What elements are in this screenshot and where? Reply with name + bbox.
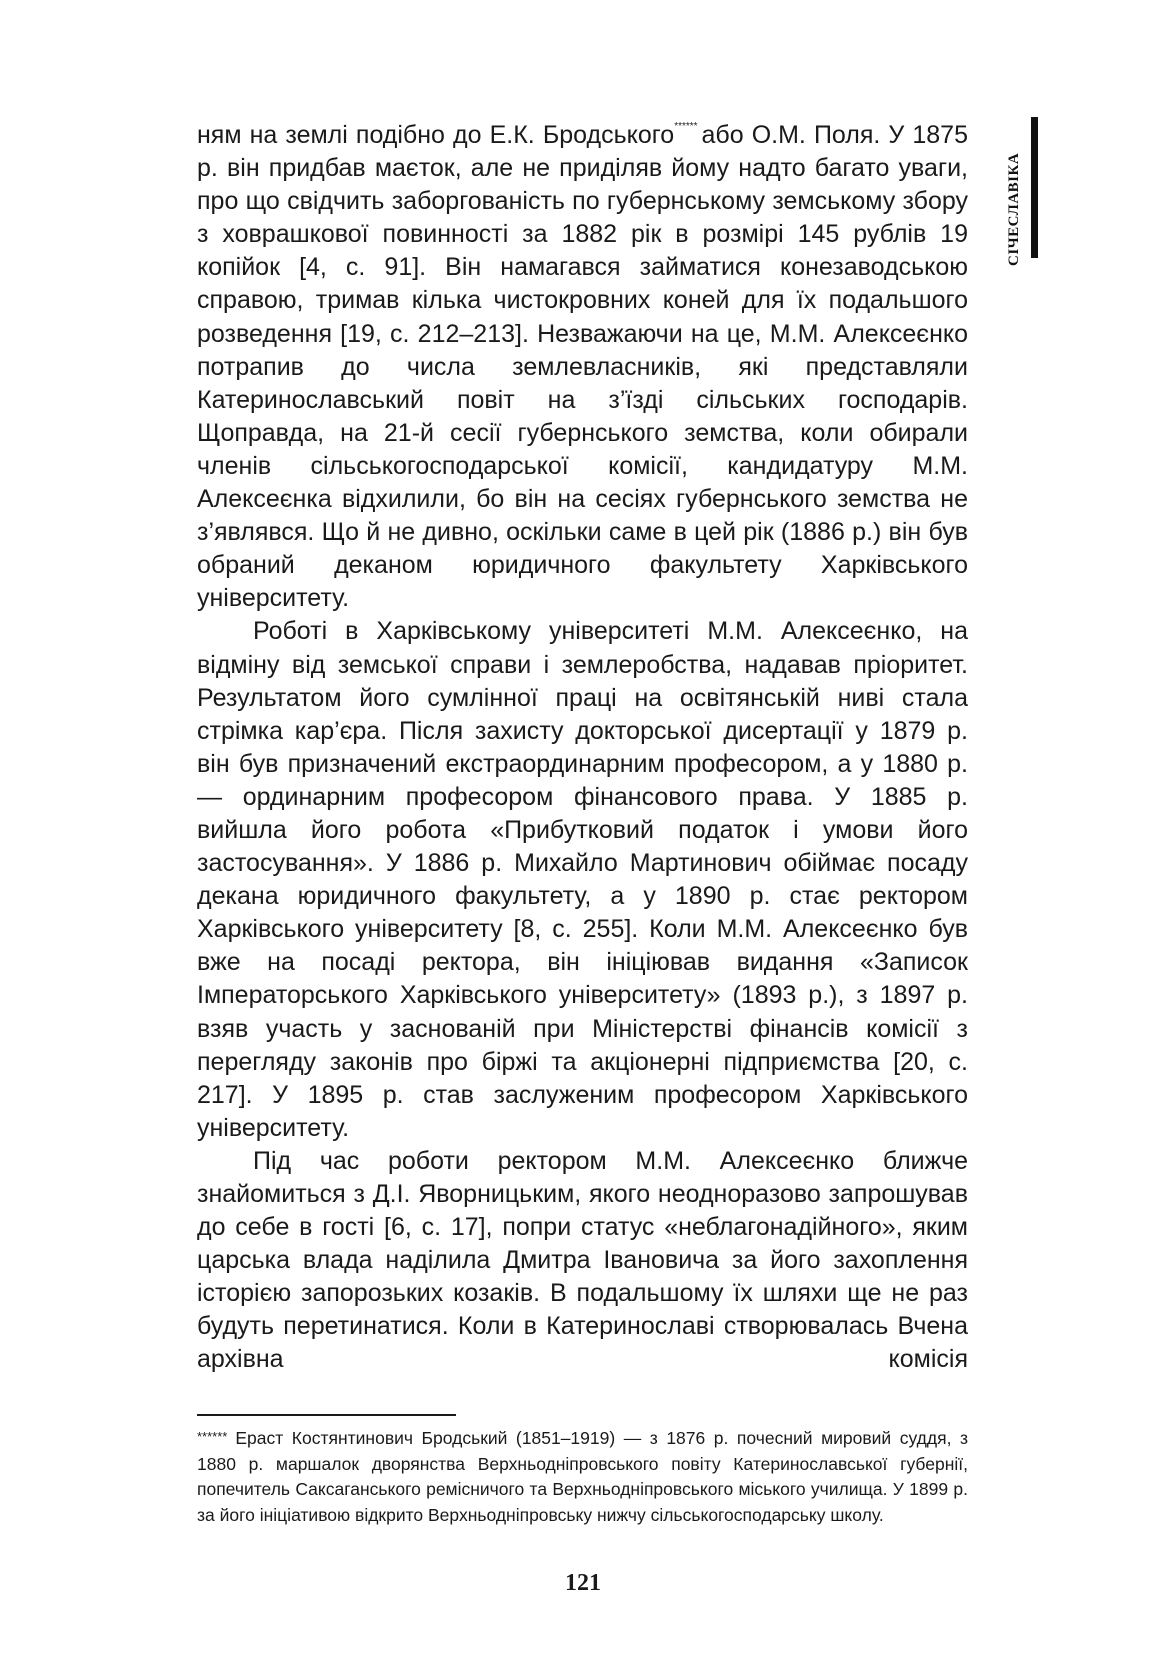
footnote [197,1424,968,1528]
footnote-text: Ераст Костянтинович Бродський (1851–1919) — з 1876 р. почесний мировий суддя, з 1880 р. маршалок дворянства Верхньодніпровського повіту Катеринославської губернії, попечитель Саксаганського ремісничого та Верхньодніпровського міського училища. У 1899 р. за його ініціативою відкрито Верхньодніпровську нижчу сільськогосподарську школу. [197,1428,968,1525]
page-number: 121 [565,1570,601,1596]
paragraph-2: Роботі в Харківському університеті М.М. Алексеєнко, на відміну від земської справи і землеробства, надавав пріоритет. Результатом його сумлінної праці на освітянській ниві стала стрімка кар’єра. Після захисту докторської дисертації у 1879 р. він був призначений екстраординарним професором, а у 1880 р. — ординарним професором фінансового права. У 1885 р. вийшла його робота «Прибутковий податок і умови його застосування». У 1886 р. Михайло Мартинович обіймає посаду декана юридичного факультету, а у 1890 р. стає ректором Харківського університету [8, с. 255]. Коли М.М. Алексеєнко був вже на посаді ректора, він ініціював видання «Записок Імператорського Харківського університету» (1893 р.), з 1897 р. взяв участь у заснованій при Міністерстві фінансів комісії з перегляду законів про біржі та акціонерні підприємства [20, с. 217]. У 1895 р. став заслуженим професором Харківського університету. [197,617,968,1142]
paragraph-3: Під час роботи ректором М.М. Алексеєнко ближче знайомиться з Д.І. Яворницьким, якого неодноразово запрошував до себе в гості [6, с. 17], попри статус «неблагонадійного», яким царська влада наділила Дмитра Івановича за його захоплення історією запорозьких козаків. В подальшому їх шляхи ще не раз будуть перетинатися. Коли в Катеринославі створювалась Вчена архівна комісія [197,1146,968,1374]
footnote-separator [197,1414,456,1416]
side-logo-bar [1031,117,1038,258]
footnote-mark: ****** [197,1429,228,1444]
main-text [197,110,968,1377]
paragraph-1: ням на землі подібно до Е.К. Бродського****** або О.М. Поля. У 1875 р. він придбав маєток, але не приділяв йому надто багато уваги, про що свідчить заборгованість по губернському земському збору з ховрашкової повинності за 1882 рік в розмірі 145 рублів 19 копійок [4, с. 91]. Він намагався займатися конезаводською справою, тримав кілька чистокровних коней для їх подальшого розведення [19, с. 212–213]. Незважаючи на це, М.М. Алексеєнко потрапив до числа землевласників, які представляли Катеринославський повіт на з’їзді сільських господарів. Щоправда, на 21-й сесії губернського земства, коли обирали членів сільськогосподарської комісії, кандидатуру М.М. Алексеєнка відхилили, бо він на сесіях губернського земства не з’являвся. Що й не дивно, оскільки саме в цей рік (1886 р.) він був обраний деканом юридичного факультету Харківського університету. [197,121,968,613]
footnote-reference: ****** [674,121,702,132]
side-logo-text: СІЧЕСЛАВІКА [1006,152,1022,266]
